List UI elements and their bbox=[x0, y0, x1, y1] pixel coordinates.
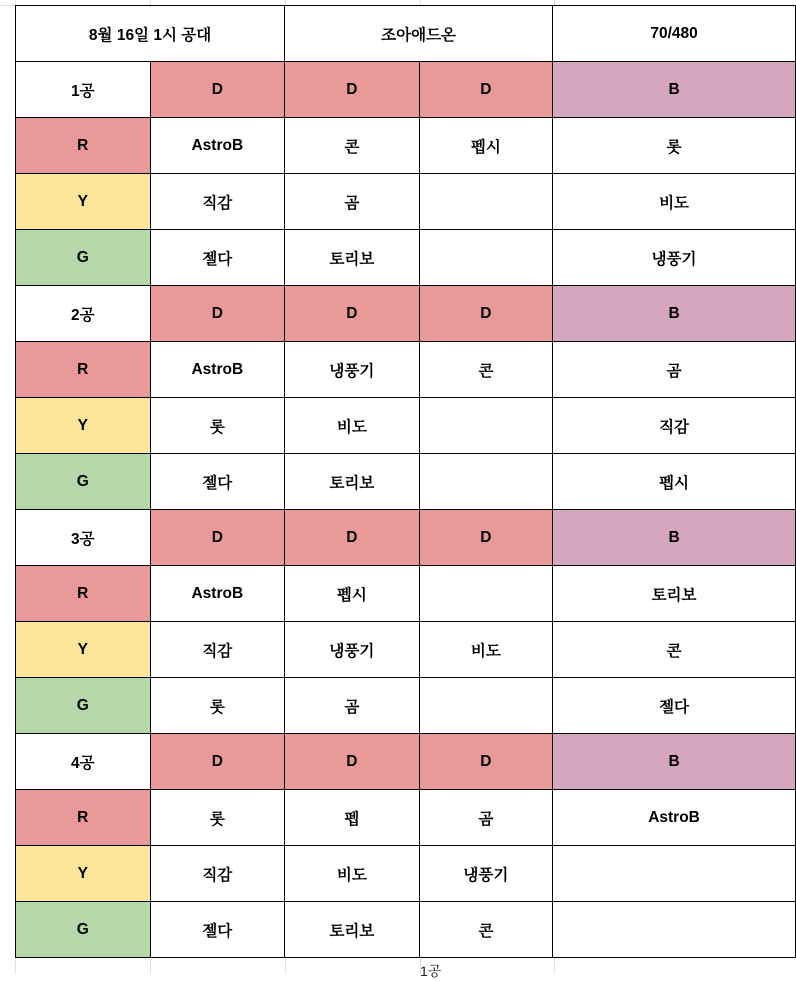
member-name-cell[interactable]: 젤다 bbox=[553, 678, 796, 734]
cell-overflow-text: 1공 bbox=[420, 963, 442, 979]
group-label-cell[interactable]: 2공 bbox=[16, 286, 151, 342]
role-d-cell[interactable]: D bbox=[285, 510, 419, 566]
row-tag-cell[interactable]: Y bbox=[16, 174, 151, 230]
row-tag-cell[interactable]: R bbox=[16, 118, 151, 174]
member-name-cell[interactable]: AstroB bbox=[553, 790, 796, 846]
member-name-cell[interactable] bbox=[419, 174, 552, 230]
member-name-cell[interactable]: 토리보 bbox=[553, 566, 796, 622]
role-d-cell[interactable]: D bbox=[285, 286, 419, 342]
group-header-row bbox=[16, 286, 796, 342]
member-name-cell[interactable]: 펩시 bbox=[553, 454, 796, 510]
member-name-cell[interactable]: 콘 bbox=[285, 118, 419, 174]
member-name-cell[interactable]: 토리보 bbox=[285, 902, 419, 958]
group-header-row bbox=[16, 62, 796, 118]
member-row bbox=[16, 398, 796, 454]
member-name-cell[interactable]: 직감 bbox=[150, 622, 285, 678]
member-name-cell[interactable]: 직감 bbox=[150, 174, 285, 230]
count-cell[interactable]: 70/480 bbox=[553, 6, 796, 62]
member-name-cell[interactable]: 젤다 bbox=[150, 902, 285, 958]
member-name-cell[interactable]: 콘 bbox=[553, 622, 796, 678]
group-header-row bbox=[16, 510, 796, 566]
member-row bbox=[16, 566, 796, 622]
member-name-cell[interactable]: 곰 bbox=[285, 678, 419, 734]
member-name-cell[interactable]: 냉풍기 bbox=[285, 342, 419, 398]
member-name-cell[interactable] bbox=[419, 398, 552, 454]
member-row bbox=[16, 622, 796, 678]
group-label-cell[interactable]: 1공 bbox=[16, 62, 151, 118]
group-label-cell[interactable]: 3공 bbox=[16, 510, 151, 566]
role-d-cell[interactable]: D bbox=[419, 62, 552, 118]
role-b-cell[interactable]: B bbox=[553, 62, 796, 118]
member-name-cell[interactable] bbox=[553, 846, 796, 902]
member-name-cell[interactable]: AstroB bbox=[150, 342, 285, 398]
member-row bbox=[16, 678, 796, 734]
member-name-cell[interactable]: 펩시 bbox=[285, 566, 419, 622]
member-name-cell[interactable]: AstroB bbox=[150, 118, 285, 174]
member-name-cell[interactable]: 냉풍기 bbox=[285, 622, 419, 678]
member-name-cell[interactable] bbox=[419, 454, 552, 510]
role-b-cell[interactable]: B bbox=[553, 286, 796, 342]
role-d-cell[interactable]: D bbox=[419, 510, 552, 566]
member-row bbox=[16, 846, 796, 902]
row-tag-cell[interactable]: R bbox=[16, 342, 151, 398]
member-name-cell[interactable]: 냉풍기 bbox=[419, 846, 552, 902]
header-row bbox=[16, 6, 796, 62]
group-header-row bbox=[16, 734, 796, 790]
row-tag-cell[interactable]: R bbox=[16, 790, 151, 846]
member-row bbox=[16, 230, 796, 286]
role-b-cell[interactable]: B bbox=[553, 510, 796, 566]
member-row bbox=[16, 118, 796, 174]
member-name-cell[interactable]: 냉풍기 bbox=[553, 230, 796, 286]
member-name-cell[interactable]: 펩 bbox=[285, 790, 419, 846]
member-name-cell[interactable]: 곰 bbox=[419, 790, 552, 846]
role-d-cell[interactable]: D bbox=[150, 510, 285, 566]
row-tag-cell[interactable]: Y bbox=[16, 846, 151, 902]
member-name-cell[interactable]: 토리보 bbox=[285, 454, 419, 510]
member-name-cell[interactable]: 비도 bbox=[419, 622, 552, 678]
member-name-cell[interactable]: 롯 bbox=[553, 118, 796, 174]
member-name-cell[interactable] bbox=[553, 902, 796, 958]
role-d-cell[interactable]: D bbox=[150, 286, 285, 342]
member-name-cell[interactable]: 직감 bbox=[150, 846, 285, 902]
group-label-cell[interactable]: 4공 bbox=[16, 734, 151, 790]
member-name-cell[interactable]: 롯 bbox=[150, 678, 285, 734]
role-b-cell[interactable]: B bbox=[553, 734, 796, 790]
member-name-cell[interactable]: 펩시 bbox=[419, 118, 552, 174]
member-name-cell[interactable]: 비도 bbox=[553, 174, 796, 230]
dungeon-cell[interactable]: 조아애드온 bbox=[285, 6, 553, 62]
member-name-cell[interactable]: 곰 bbox=[553, 342, 796, 398]
role-d-cell[interactable]: D bbox=[285, 62, 419, 118]
role-d-cell[interactable]: D bbox=[150, 734, 285, 790]
row-tag-cell[interactable]: G bbox=[16, 678, 151, 734]
member-row bbox=[16, 454, 796, 510]
title-cell[interactable]: 8월 16일 1시 공대 bbox=[16, 6, 285, 62]
member-name-cell[interactable] bbox=[419, 566, 552, 622]
row-tag-cell[interactable]: G bbox=[16, 454, 151, 510]
member-name-cell[interactable]: 직감 bbox=[553, 398, 796, 454]
member-name-cell[interactable] bbox=[419, 230, 552, 286]
row-tag-cell[interactable]: G bbox=[16, 902, 151, 958]
member-name-cell[interactable]: AstroB bbox=[150, 566, 285, 622]
member-name-cell[interactable]: 비도 bbox=[285, 398, 419, 454]
member-name-cell[interactable]: 콘 bbox=[419, 342, 552, 398]
member-name-cell[interactable]: 곰 bbox=[285, 174, 419, 230]
member-row bbox=[16, 902, 796, 958]
member-name-cell[interactable]: 콘 bbox=[419, 902, 552, 958]
role-d-cell[interactable]: D bbox=[150, 62, 285, 118]
role-d-cell[interactable]: D bbox=[419, 286, 552, 342]
member-name-cell[interactable]: 젤다 bbox=[150, 454, 285, 510]
member-name-cell[interactable]: 비도 bbox=[285, 846, 419, 902]
member-row bbox=[16, 790, 796, 846]
member-row bbox=[16, 342, 796, 398]
member-name-cell[interactable]: 젤다 bbox=[150, 230, 285, 286]
row-tag-cell[interactable]: Y bbox=[16, 398, 151, 454]
raid-roster-table bbox=[15, 5, 796, 958]
role-d-cell[interactable]: D bbox=[285, 734, 419, 790]
row-tag-cell[interactable]: R bbox=[16, 566, 151, 622]
member-name-cell[interactable]: 토리보 bbox=[285, 230, 419, 286]
member-name-cell[interactable]: 롯 bbox=[150, 398, 285, 454]
member-row bbox=[16, 174, 796, 230]
row-tag-cell[interactable]: Y bbox=[16, 622, 151, 678]
member-name-cell[interactable] bbox=[419, 678, 552, 734]
member-name-cell[interactable]: 롯 bbox=[150, 790, 285, 846]
row-tag-cell[interactable]: G bbox=[16, 230, 151, 286]
role-d-cell[interactable]: D bbox=[419, 734, 552, 790]
